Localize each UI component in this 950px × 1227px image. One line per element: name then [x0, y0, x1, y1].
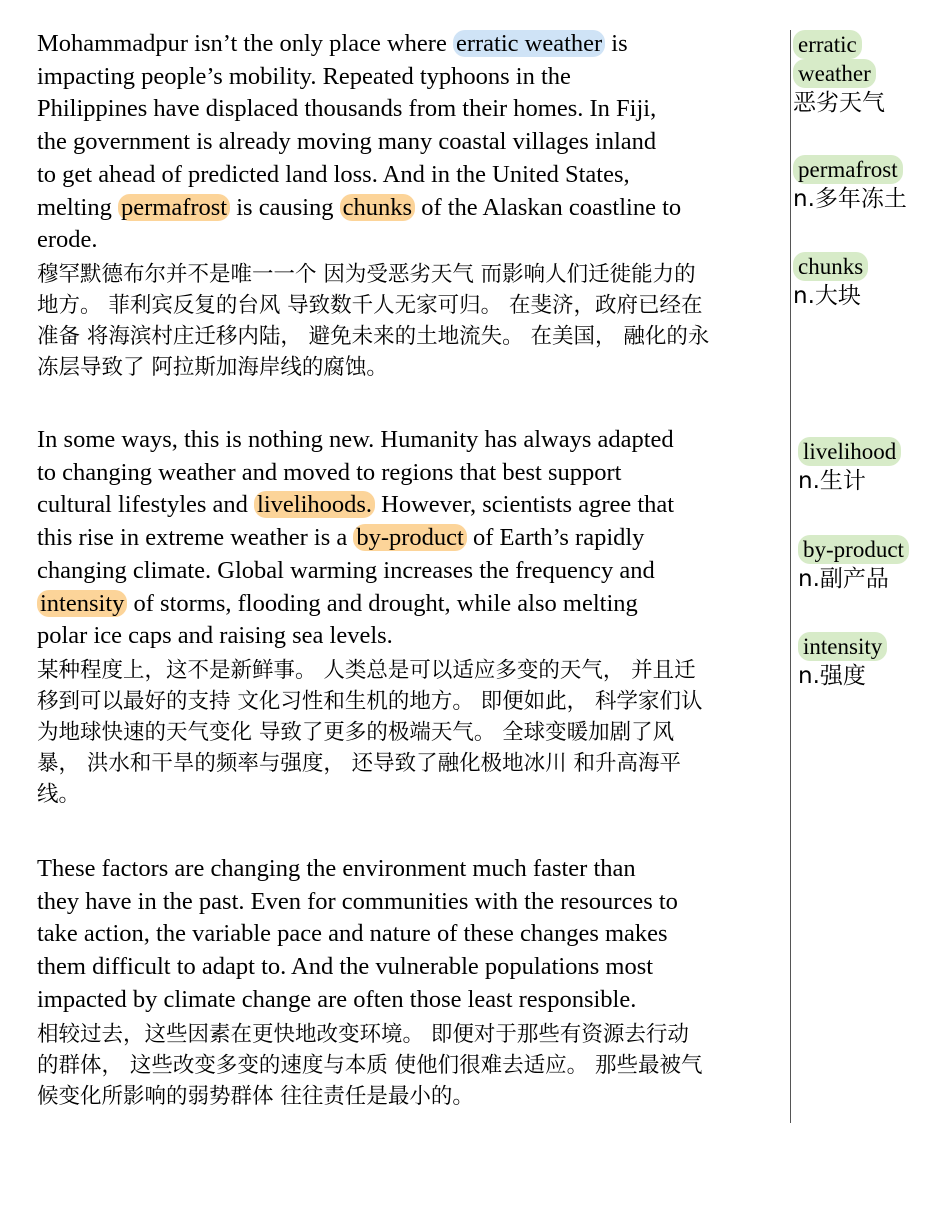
translation-line: 移到可以最好的支持 文化习性和生机的地方。 即便如此， 科学家们认	[37, 688, 703, 714]
text-segment: to changing weather and moved to regions that best support	[37, 458, 622, 486]
text-segment: Mohammadpur isn’t the only place where	[37, 30, 453, 57]
text-segment: of the Alaskan coastline to	[415, 193, 682, 221]
translation-line: 的群体， 这些改变多变的速度与本质 使他们很难去适应。 那些最被气	[37, 1052, 703, 1078]
vocab-word: by-product	[798, 535, 909, 564]
english-line	[37, 224, 787, 257]
translation-line: 暴， 洪水和干旱的频率与强度， 还导致了融化极地冰川 和升高海平	[37, 750, 682, 776]
translation-line: 候变化所影响的弱势群体 往往责任是最小的。	[37, 1083, 474, 1109]
margin-divider	[790, 30, 791, 1123]
english-line	[37, 489, 787, 522]
english-line	[37, 522, 787, 555]
vocab-definition: n.生计	[798, 468, 866, 494]
text-segment: take action, the variable pace and nature of these changes makes	[37, 920, 668, 948]
highlighted-term[interactable]: permafrost	[118, 194, 230, 221]
english-line	[37, 588, 787, 621]
vocab-word: erratic	[793, 30, 862, 59]
translation-line: 线。	[37, 781, 81, 807]
english-text	[37, 853, 787, 1017]
text-segment: the government is already moving many coastal villages inland	[37, 128, 657, 156]
text-segment: of storms, flooding and drought, while also melting	[127, 589, 638, 617]
highlighted-term[interactable]: erratic weather	[453, 30, 605, 57]
chinese-translation	[37, 259, 787, 383]
english-line	[37, 159, 787, 192]
english-line	[37, 192, 787, 225]
vocab-note-livelihood[interactable]	[798, 437, 901, 496]
vocab-definition: n.副产品	[798, 566, 889, 592]
text-segment: them difficult to adapt to. And the vulnerable populations most	[37, 953, 654, 981]
translation-line: 相较过去，这些因素在更快地改变环境。 即便对于那些有资源去行动	[37, 1021, 689, 1047]
translation-line: 穆罕默德布尔并不是唯一一个 因为受恶劣天气 而影响人们迁徙能力的	[37, 261, 696, 287]
paragraph-2	[37, 424, 787, 810]
translation-line: 某种程度上，这不是新鲜事。 人类总是可以适应多变的天气， 并且迁	[37, 657, 696, 683]
vocab-note-intensity[interactable]	[798, 632, 887, 691]
paragraph-1	[37, 28, 787, 383]
vocab-word: intensity	[798, 632, 887, 661]
highlighted-term[interactable]: intensity	[37, 590, 127, 617]
vocab-note-erratic-weather[interactable]	[793, 30, 885, 118]
vocab-definition: 恶劣天气	[793, 90, 885, 116]
vocab-definition: n.大块	[793, 283, 861, 309]
text-segment: impacting people’s mobility. Repeated typhoons in the	[37, 62, 571, 90]
english-line	[37, 886, 787, 919]
text-segment: Philippines have displaced thousands from their homes. In Fiji,	[37, 95, 657, 123]
text-segment: cultural lifestyles and	[37, 491, 255, 519]
text-segment: impacted by climate change are often those least responsible.	[37, 985, 637, 1013]
english-line	[37, 28, 787, 61]
vocab-note-by-product[interactable]	[798, 535, 909, 594]
vocab-word: permafrost	[793, 155, 903, 184]
vocab-word: weather	[793, 59, 876, 88]
english-line	[37, 951, 787, 984]
english-line	[37, 984, 787, 1017]
text-segment: polar ice caps and raising sea levels.	[37, 622, 393, 650]
english-line	[37, 853, 787, 886]
translation-line: 为地球快速的天气变化 导致了更多的极端天气。 全球变暖加剧了风	[37, 719, 675, 745]
english-line	[37, 126, 787, 159]
vocab-definition: n.强度	[798, 663, 866, 689]
text-segment: However, scientists agree that	[375, 491, 675, 519]
highlighted-term[interactable]: chunks	[340, 194, 415, 221]
text-segment: erode.	[37, 226, 98, 254]
text-segment: In some ways, this is nothing new. Humanity has always adapted	[37, 426, 674, 453]
vocab-word: livelihood	[798, 437, 901, 466]
english-line	[37, 620, 787, 653]
translation-line: 地方。 菲利宾反复的台风 导致数千人无家可归。 在斐济，政府已经在	[37, 292, 703, 318]
vocab-note-permafrost[interactable]	[793, 155, 907, 214]
english-text	[37, 28, 787, 257]
english-line	[37, 93, 787, 126]
highlighted-term[interactable]: livelihoods.	[254, 491, 375, 518]
english-line	[37, 918, 787, 951]
text-segment: they have in the past. Even for communities with the resources to	[37, 887, 678, 915]
translation-line: 冻层导致了 阿拉斯加海岸线的腐蚀。	[37, 354, 388, 380]
vocab-definition: n.多年冻土	[793, 186, 907, 212]
english-line	[37, 555, 787, 588]
text-segment: is	[605, 30, 628, 57]
english-text	[37, 424, 787, 653]
english-line	[37, 61, 787, 94]
vocab-word: chunks	[793, 252, 868, 281]
highlighted-term[interactable]: by-product	[353, 524, 467, 551]
paragraph-3	[37, 853, 787, 1112]
text-segment: of Earth’s rapidly	[466, 524, 645, 552]
translation-line: 准备 将海滨村庄迁移内陆， 避免未来的土地流失。 在美国， 融化的永	[37, 323, 710, 349]
text-segment: this rise in extreme weather is a	[37, 524, 354, 552]
vocab-note-chunks[interactable]	[793, 252, 868, 311]
text-segment: to get ahead of predicted land loss. And in the United States,	[37, 160, 630, 188]
text-segment: melting	[37, 193, 118, 221]
english-line	[37, 424, 787, 457]
text-segment: changing climate. Global warming increases the frequency and	[37, 556, 655, 584]
english-line	[37, 457, 787, 490]
text-segment: These factors are changing the environment much faster than	[37, 855, 636, 882]
chinese-translation	[37, 655, 787, 810]
text-segment: is causing	[230, 193, 340, 221]
chinese-translation	[37, 1019, 787, 1112]
